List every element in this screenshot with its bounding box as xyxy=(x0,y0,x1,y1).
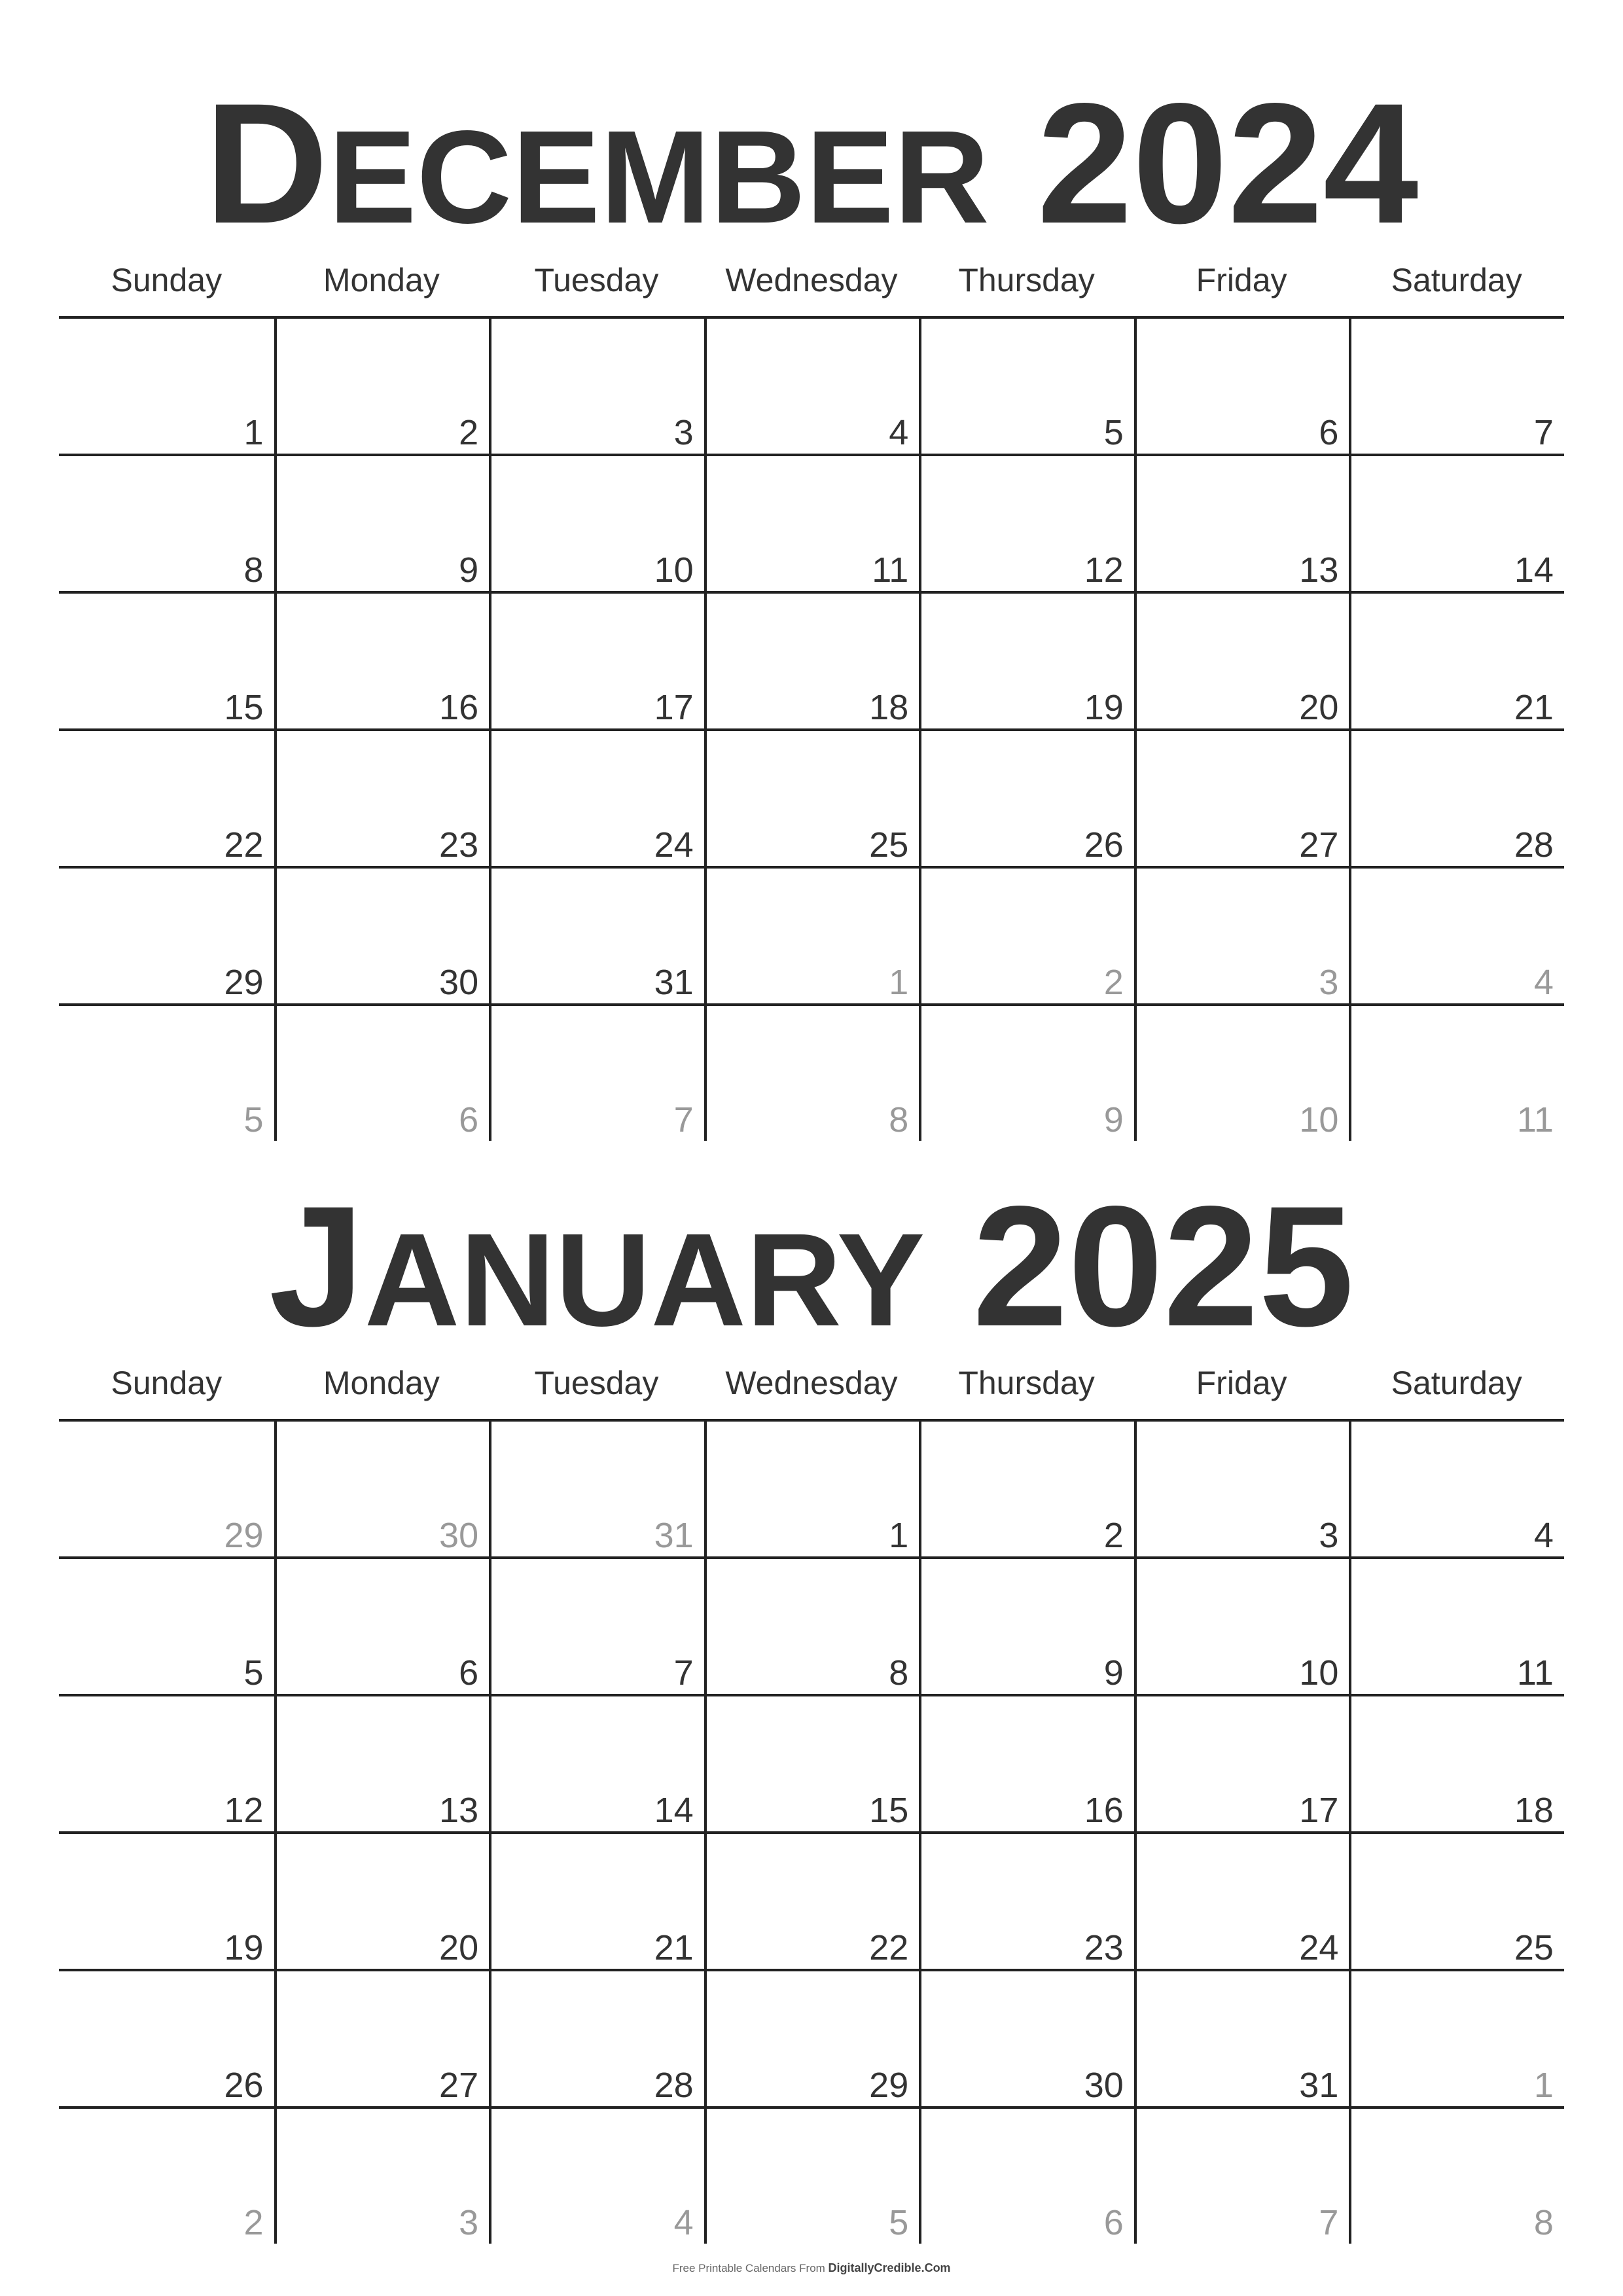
day-number: 2 xyxy=(459,413,479,452)
day-cell xyxy=(489,1696,704,1831)
day-number: 8 xyxy=(889,1653,909,1693)
day-cell xyxy=(919,731,1134,866)
month-title-initial: J xyxy=(268,1170,365,1362)
month-title xyxy=(59,1170,1564,1362)
day-cell xyxy=(704,1834,919,1969)
day-number: 23 xyxy=(1084,1928,1124,1967)
day-number: 14 xyxy=(1514,550,1554,590)
calendar-grid xyxy=(59,1419,1564,2242)
day-number: 3 xyxy=(1319,963,1339,1002)
day-number: 29 xyxy=(869,2066,909,2105)
day-number: 2 xyxy=(243,2203,264,2242)
day-cell xyxy=(1134,319,1349,454)
day-number: 6 xyxy=(459,1100,479,1139)
day-number: 5 xyxy=(889,2203,909,2242)
day-number: 15 xyxy=(869,1791,909,1830)
day-cell xyxy=(1349,456,1564,591)
day-number: 3 xyxy=(459,2203,479,2242)
day-number: 29 xyxy=(224,1516,264,1555)
day-cell xyxy=(274,1971,490,2106)
week-row xyxy=(59,869,1564,1006)
day-cell-adjacent-month xyxy=(1134,869,1349,1003)
day-cell-adjacent-month xyxy=(489,1422,704,1556)
day-number: 19 xyxy=(1084,688,1124,727)
week-row xyxy=(59,2109,1564,2244)
day-cell-adjacent-month xyxy=(59,1422,274,1556)
day-number: 20 xyxy=(1299,688,1339,727)
day-cell xyxy=(489,1834,704,1969)
day-cell xyxy=(1134,1834,1349,1969)
day-number: 11 xyxy=(872,550,909,590)
day-cell-adjacent-month xyxy=(274,1006,490,1141)
day-number: 11 xyxy=(1516,1653,1554,1693)
day-number: 28 xyxy=(1514,825,1554,865)
weekday-label: Tuesday xyxy=(534,1365,659,1401)
day-number: 18 xyxy=(1514,1791,1554,1830)
weekday-label: Wednesday xyxy=(725,1365,898,1401)
day-number: 16 xyxy=(1084,1791,1124,1830)
day-cell-adjacent-month xyxy=(274,2109,490,2244)
month-title-rest: ANUARY xyxy=(364,1206,925,1354)
day-number: 10 xyxy=(1299,1653,1339,1693)
day-cell xyxy=(59,1559,274,1694)
day-number: 5 xyxy=(243,1653,264,1693)
day-number: 2 xyxy=(1103,1516,1124,1555)
month-title-year: 2025 xyxy=(972,1170,1354,1362)
day-number: 9 xyxy=(1103,1100,1124,1139)
day-number: 8 xyxy=(889,1100,909,1139)
day-number: 22 xyxy=(224,825,264,865)
weekday-header xyxy=(59,257,1564,303)
day-cell xyxy=(1349,1422,1564,1556)
day-cell xyxy=(1134,1559,1349,1694)
day-number: 5 xyxy=(1103,413,1124,452)
week-row xyxy=(59,1006,1564,1141)
day-cell xyxy=(274,319,490,454)
day-number: 10 xyxy=(1299,1100,1339,1139)
day-number: 30 xyxy=(439,1516,479,1555)
weekday-label: Thursday xyxy=(958,1365,1095,1401)
day-number: 6 xyxy=(1103,2203,1124,2242)
day-number: 28 xyxy=(654,2066,694,2105)
day-number: 21 xyxy=(1514,688,1554,727)
day-cell-adjacent-month xyxy=(919,2109,1134,2244)
day-cell-adjacent-month xyxy=(489,1006,704,1141)
footer-brand: DigitallyCredible.Com xyxy=(828,2261,951,2274)
day-cell xyxy=(274,594,490,728)
day-number: 7 xyxy=(673,1100,694,1139)
week-row xyxy=(59,594,1564,731)
day-number: 16 xyxy=(439,688,479,727)
day-number: 31 xyxy=(654,963,694,1002)
week-row xyxy=(59,1422,1564,1559)
weekday-label: Friday xyxy=(1196,1365,1287,1401)
day-number: 26 xyxy=(224,2066,264,2105)
day-cell xyxy=(1349,1834,1564,1969)
day-cell-adjacent-month xyxy=(59,1006,274,1141)
weekday-label: Monday xyxy=(323,262,440,298)
day-number: 1 xyxy=(889,1516,909,1555)
day-cell xyxy=(919,456,1134,591)
weekday-label: Tuesday xyxy=(534,262,659,298)
day-cell xyxy=(489,1559,704,1694)
week-row xyxy=(59,456,1564,594)
day-number: 3 xyxy=(673,413,694,452)
day-cell xyxy=(489,1971,704,2106)
day-cell xyxy=(1134,731,1349,866)
day-number: 31 xyxy=(654,1516,694,1555)
day-number: 8 xyxy=(243,550,264,590)
weekday-header xyxy=(59,1360,1564,1406)
day-number: 7 xyxy=(1533,413,1554,452)
day-number: 6 xyxy=(1319,413,1339,452)
week-row xyxy=(59,1696,1564,1834)
month-title-initial: D xyxy=(204,67,329,259)
day-number: 4 xyxy=(1533,963,1554,1002)
footer-prefix: Free Printable Calendars From xyxy=(672,2262,829,2274)
day-number: 23 xyxy=(439,825,479,865)
day-cell-adjacent-month xyxy=(274,1422,490,1556)
day-cell xyxy=(274,1696,490,1831)
day-cell xyxy=(59,319,274,454)
day-number: 24 xyxy=(1299,1928,1339,1967)
day-cell xyxy=(1349,594,1564,728)
day-cell-adjacent-month xyxy=(1349,2109,1564,2244)
day-cell xyxy=(59,1696,274,1831)
day-cell xyxy=(704,319,919,454)
week-row xyxy=(59,1834,1564,1971)
day-number: 14 xyxy=(654,1791,694,1830)
day-cell-adjacent-month xyxy=(919,1006,1134,1141)
day-cell xyxy=(274,869,490,1003)
calendar-grid xyxy=(59,316,1564,1139)
day-cell xyxy=(1349,731,1564,866)
month-title-rest: ECEMBER xyxy=(328,103,990,251)
day-number: 17 xyxy=(1299,1791,1339,1830)
day-number: 7 xyxy=(1319,2203,1339,2242)
day-cell-adjacent-month xyxy=(1134,2109,1349,2244)
day-number: 2 xyxy=(1103,963,1124,1002)
day-number: 22 xyxy=(869,1928,909,1967)
day-number: 15 xyxy=(224,688,264,727)
day-cell xyxy=(704,1559,919,1694)
day-number: 1 xyxy=(243,413,264,452)
day-cell-adjacent-month xyxy=(704,1006,919,1141)
day-cell xyxy=(59,869,274,1003)
day-number: 5 xyxy=(243,1100,264,1139)
day-number: 4 xyxy=(673,2203,694,2242)
day-cell-adjacent-month xyxy=(704,869,919,1003)
day-cell-adjacent-month xyxy=(59,2109,274,2244)
day-cell xyxy=(919,1971,1134,2106)
day-cell xyxy=(919,594,1134,728)
day-cell-adjacent-month xyxy=(1349,869,1564,1003)
day-number: 27 xyxy=(1299,825,1339,865)
day-cell xyxy=(919,1834,1134,1969)
day-cell xyxy=(274,1559,490,1694)
day-cell xyxy=(919,1559,1134,1694)
day-number: 17 xyxy=(654,688,694,727)
day-number: 12 xyxy=(224,1791,264,1830)
weekday-label: Thursday xyxy=(958,262,1095,298)
day-number: 25 xyxy=(1514,1928,1554,1967)
day-number: 27 xyxy=(439,2066,479,2105)
day-cell xyxy=(59,594,274,728)
week-row xyxy=(59,731,1564,869)
day-cell xyxy=(59,456,274,591)
day-number: 7 xyxy=(673,1653,694,1693)
weekday-label: Sunday xyxy=(111,262,223,298)
day-number: 18 xyxy=(869,688,909,727)
day-number: 8 xyxy=(1533,2203,1554,2242)
day-cell xyxy=(59,1971,274,2106)
month-title-year: 2024 xyxy=(1037,67,1419,259)
day-number: 6 xyxy=(459,1653,479,1693)
weekday-label: Saturday xyxy=(1391,1365,1522,1401)
day-number: 12 xyxy=(1084,550,1124,590)
day-cell xyxy=(1134,1422,1349,1556)
day-number: 13 xyxy=(439,1791,479,1830)
day-cell xyxy=(59,1834,274,1969)
day-number: 24 xyxy=(654,825,694,865)
day-number: 1 xyxy=(1533,2066,1554,2105)
day-cell xyxy=(704,731,919,866)
day-cell xyxy=(704,456,919,591)
week-row xyxy=(59,319,1564,456)
weekday-label: Wednesday xyxy=(725,262,898,298)
day-number: 21 xyxy=(654,1928,694,1967)
day-cell xyxy=(704,1971,919,2106)
day-number: 31 xyxy=(1299,2066,1339,2105)
weekday-label: Saturday xyxy=(1391,262,1522,298)
day-number: 19 xyxy=(224,1928,264,1967)
day-cell-adjacent-month xyxy=(1349,1971,1564,2106)
day-number: 20 xyxy=(439,1928,479,1967)
day-number: 29 xyxy=(224,963,264,1002)
day-cell-adjacent-month xyxy=(1134,1006,1349,1141)
day-cell xyxy=(489,456,704,591)
day-cell xyxy=(1349,1559,1564,1694)
day-cell-adjacent-month xyxy=(489,2109,704,2244)
day-number: 9 xyxy=(1103,1653,1124,1693)
weekday-label: Friday xyxy=(1196,262,1287,298)
day-number: 30 xyxy=(439,963,479,1002)
day-number: 26 xyxy=(1084,825,1124,865)
day-cell xyxy=(274,1834,490,1969)
day-number: 10 xyxy=(654,550,694,590)
day-cell xyxy=(919,1696,1134,1831)
day-number: 9 xyxy=(459,550,479,590)
day-number: 13 xyxy=(1299,550,1339,590)
day-cell xyxy=(1349,319,1564,454)
day-cell-adjacent-month xyxy=(919,869,1134,1003)
day-number: 4 xyxy=(1533,1516,1554,1555)
day-number: 30 xyxy=(1084,2066,1124,2105)
day-number: 25 xyxy=(869,825,909,865)
day-cell-adjacent-month xyxy=(704,2109,919,2244)
weekday-label: Monday xyxy=(323,1365,440,1401)
day-cell xyxy=(489,594,704,728)
day-cell xyxy=(274,731,490,866)
day-cell xyxy=(704,1696,919,1831)
week-row xyxy=(59,1559,1564,1696)
day-cell xyxy=(1134,1971,1349,2106)
footer-credit xyxy=(0,2260,1623,2276)
day-number: 4 xyxy=(889,413,909,452)
day-number: 3 xyxy=(1319,1516,1339,1555)
day-number: 1 xyxy=(889,963,909,1002)
day-cell xyxy=(919,1422,1134,1556)
day-cell xyxy=(704,1422,919,1556)
day-cell-adjacent-month xyxy=(1349,1006,1564,1141)
week-row xyxy=(59,1971,1564,2109)
weekday-label: Sunday xyxy=(111,1365,223,1401)
day-cell xyxy=(1134,456,1349,591)
day-cell xyxy=(59,731,274,866)
day-cell xyxy=(919,319,1134,454)
day-cell xyxy=(489,319,704,454)
day-cell xyxy=(489,869,704,1003)
day-cell xyxy=(274,456,490,591)
day-cell xyxy=(704,594,919,728)
day-cell xyxy=(1134,1696,1349,1831)
day-cell xyxy=(1349,1696,1564,1831)
day-cell xyxy=(489,731,704,866)
day-number: 11 xyxy=(1516,1100,1554,1139)
month-title xyxy=(59,67,1564,259)
day-cell xyxy=(1134,594,1349,728)
